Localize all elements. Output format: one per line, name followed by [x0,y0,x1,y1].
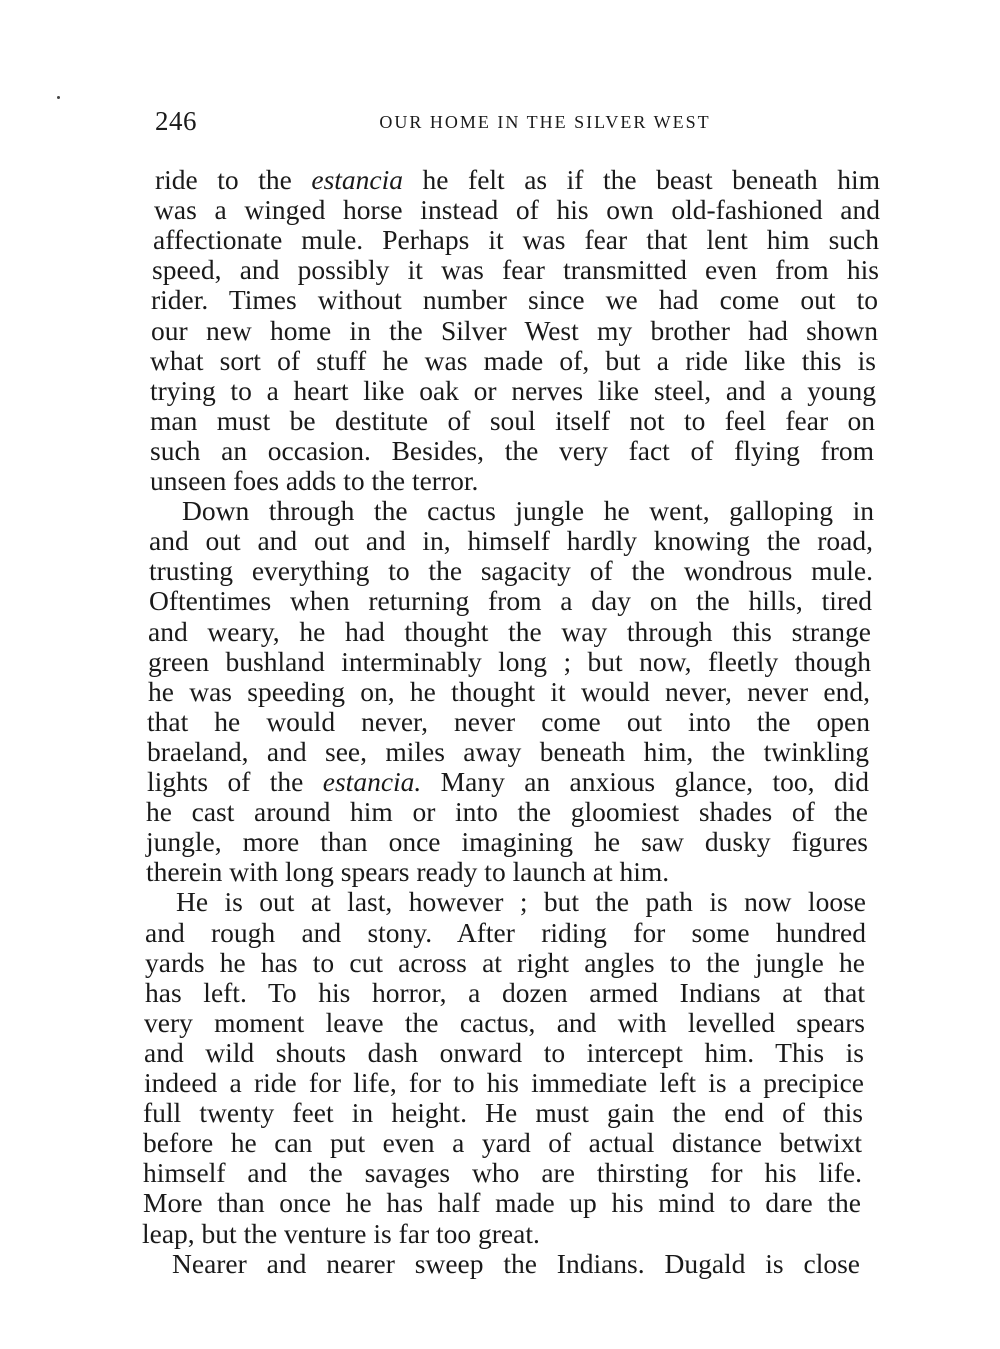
text-line [153,225,879,255]
line-text: he cast around him or into the gloomiest shades of the [146,796,868,828]
text-line [150,346,876,376]
line-text: jungle, more than once imagining he saw dusky figures [146,826,868,858]
italic-word: estancia. [322,766,422,797]
page-header [155,106,875,140]
line-text: therein with long spears ready to launch at him. [146,856,670,888]
line-text: trying to a heart like oak or nerves like steel, and a young [150,374,876,406]
text-line [142,1219,604,1249]
line-text: before he can put even a yard of actual distance betwixt [143,1127,862,1159]
text-line [149,556,873,586]
text-line [150,466,530,496]
text-line [143,1128,862,1158]
line-text: He is out at last, however ; but the path is now loose [176,886,866,918]
text-line [150,436,874,466]
line-text: what sort of stuff he was made of, but a ride like this is [150,344,876,376]
line-text: ride to the [155,164,312,195]
text-line [149,586,872,616]
line-text: unseen foes adds to the terror. [150,465,479,496]
text-line [146,797,868,827]
text-line [182,496,874,526]
italic-word: estancia [311,164,404,195]
line-text: has left. To his horror, a dozen armed Indians at that [145,976,865,1008]
line-text: and weary, he had thought the way through this strange [148,615,871,647]
line-text: braeland, and see, miles away beneath him, the twinkling [147,735,869,767]
text-line [147,707,870,737]
text-line [154,195,880,225]
line-text: such an occasion. Besides, the very fact of flying from [150,434,874,466]
text-line [143,1158,862,1188]
text-line [145,918,866,948]
line-text: full twenty feet in height. He must gain the end of this [143,1097,863,1129]
text-line [152,255,879,285]
text-line [155,165,880,195]
text-line [145,978,865,1008]
line-text: Down through the cactus jungle he went, galloping in [182,495,874,527]
text-line [148,647,871,677]
text-line [144,1068,864,1098]
line-text: and out and out and in, himself hardly knowing the road, [149,525,873,557]
line-text: Nearer and nearer sweep the Indians. Dugald is close [172,1247,860,1279]
line-text: that he would never, never come out into the open [147,705,870,737]
page-number: 246 [155,106,197,136]
text-line [148,617,871,647]
line-text: trusting everything to the sagacity of the wondrous mule. [149,555,873,587]
line-text: Many an anxious glance, too, did [421,766,869,797]
line-text: rider. Times without number since we had come out to [151,284,878,316]
running-head: OUR HOME IN THE SILVER WEST [379,112,711,132]
line-text: himself and the savages who are thirsting for his life. [143,1157,862,1189]
text-line [147,737,869,767]
text-line [172,1249,860,1279]
text-line [147,767,869,797]
text-line [146,827,868,857]
text-line [150,376,876,406]
line-text: Oftentimes when returning from a day on the hills, tired [149,585,872,617]
speck-mark [57,96,60,99]
line-text: indeed a ride for life, for to his immediate left is a precipice [144,1067,864,1098]
line-text: he felt as if the beast beneath him [403,164,880,195]
text-line [143,1098,863,1128]
line-text: More than once he has half made up his mind to dare the [143,1187,861,1219]
text-line [176,887,866,917]
line-text: he was speeding on, he thought it would never, never end, [148,675,870,707]
text-line [144,1038,864,1068]
text-line [148,677,870,707]
text-line [151,316,878,346]
line-text: and rough and stony. After riding for some hundred [145,916,866,948]
line-text: was a winged horse instead of his own old-fashioned and [154,194,880,226]
text-line [143,1188,861,1218]
line-text: lights of the [147,766,323,797]
text-line [144,1008,865,1038]
text-line [146,857,746,887]
line-text: very moment leave the cactus, and with levelled spears [144,1006,865,1038]
line-text: affectionate mule. Perhaps it was fear that lent him such [153,224,879,256]
line-text: leap, but the venture is far too great. [142,1217,540,1249]
line-text: and wild shouts dash onward to intercept him. This is [144,1036,864,1068]
text-line [150,406,875,436]
text-line [149,526,873,556]
line-text: yards he has to cut across at right angles to the jungle he [145,946,865,978]
text-line [151,285,878,315]
line-text: speed, and possibly it was fear transmitted even from his [152,254,879,286]
text-line [145,948,865,978]
line-text: green bushland interminably long ; but now, fleetly though [148,645,871,677]
line-text: man must be destitute of soul itself not to feel fear on [150,404,875,436]
line-text: our new home in the Silver West my brother had shown [151,314,878,346]
